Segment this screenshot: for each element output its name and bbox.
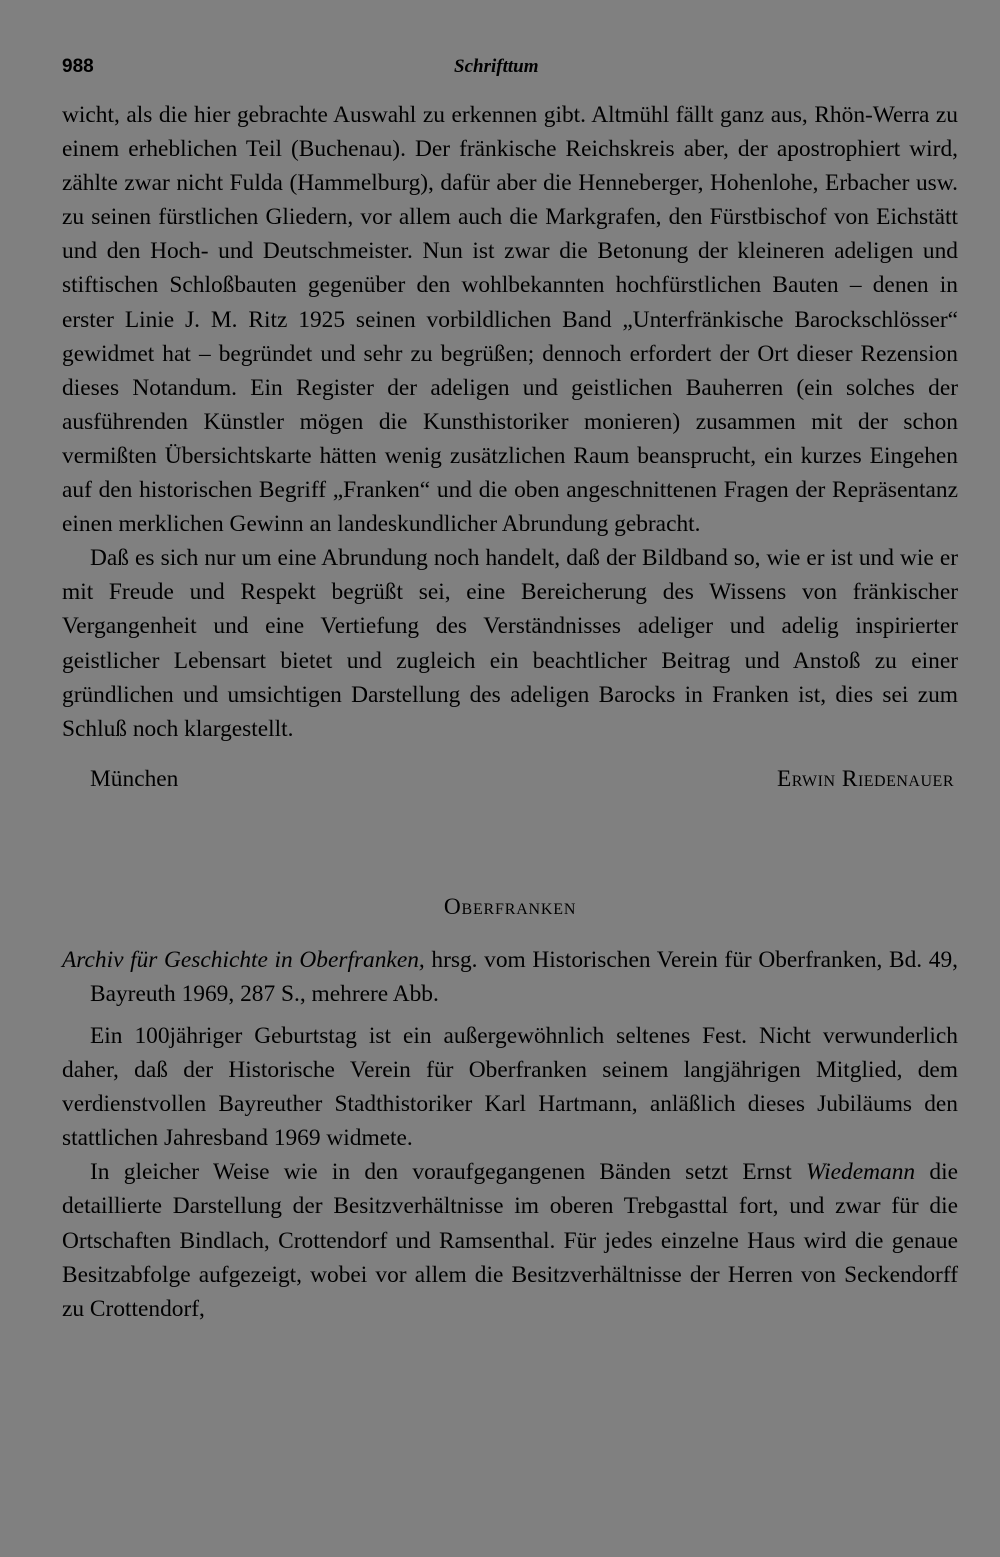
author-name: Wiedemann — [805, 1159, 916, 1186]
page-header — [62, 50, 958, 94]
paragraph: wicht, als die hier gebrachte Auswahl zu erkennen gibt. Altmühl fällt ganz aus, Rhön-Werra zu einem erheblichen Teil (Buchenau). Der fränkische Reichskreis aber, der apostrophiert wird, zählte zwar nicht Fulda (Hammelburg), dafür aber die Henneberger, Hohenlohe, Erbacher usw. zu seinen fürstlichen Gliedern, vor allem auch die Markgrafen, den Fürstbischof von Eichstätt und den Hoch- und Deutschmeister. Nun ist zwar die Betonung der kleineren adeligen und stiftischen Schloßbauten gegenüber den wohlbekannten hochfürstlichen Bauten – denen in erster Linie J. M. Ritz 1925 seinen vorbildlichen Band „Unterfränkische Barockschlösser“ gewidmet hat – begründet und sehr zu begrüßen; dennoch erfordert der Ort dieser Rezension dieses Notandum. Ein Register der adeligen und geistlichen Bauherren (ein solches der ausführenden Künstler mögen die Kunsthistoriker monieren) zusammen mit der schon vermißten Übersichtskarte hätten wenig zusätzlichen Raum beansprucht, ein kurzes Eingehen auf den historischen Begriff „Franken“ und die oben angeschnittenen Fragen der Repräsentanz einen merklichen Gewinn an landeskundlicher Abrundung gebracht. — [62, 102, 958, 538]
signature-place: München — [90, 765, 179, 792]
paragraph-text: die detaillierte Darstellung der Besitzverhältnisse im oberen Trebgasttal fort, und zwar für die Ortschaften Bindlach, Crottendorf und Ramsenthal. Für jedes einzelne Haus wird die genaue Besitzabfolge aufgezeigt, wobei vor allem die Besitzverhältnisse der Herren von Seckendorff zu Crottendorf, — [62, 1159, 958, 1322]
section-heading: Oberfranken — [443, 893, 577, 920]
book-page — [62, 50, 958, 1326]
running-title: Schrifttum — [454, 56, 539, 77]
signature-author: Erwin Riedenauer — [776, 765, 954, 792]
review-body — [62, 1019, 958, 1326]
paragraph — [62, 1155, 958, 1325]
citation-title: Archiv für Geschichte in Oberfranken, — [62, 946, 425, 973]
citation-details: hrsg. vom Historischen Verein für Oberfranken, Bd. 49, Bayreuth 1969, 287 S., mehrere Abb. — [90, 946, 958, 1007]
bibliographic-citation — [62, 943, 958, 1011]
paragraph: Daß es sich nur um eine Abrundung noch handelt, daß der Bildband so, wie er ist und wie er mit Freude und Respekt begrüßt sei, eine Bereicherung des Wissens von fränkischer Vergangenheit und eine Vertiefung des Verständnisses adeliger und adelig inspirierter geistlicher Lebensart bietet und zugleich ein beachtlicher Beitrag und Anstoß zu einer gründlichen und umsichtigen Darstellung des adeligen Barocks in Franken ist, dies sei zum Schluß noch klargestellt. — [62, 545, 958, 742]
page-number: 988 — [62, 56, 94, 77]
paragraph-text: In gleicher Weise wie in den voraufgegangenen Bänden setzt Ernst — [90, 1159, 806, 1186]
review-signature — [62, 766, 958, 810]
paragraph: Ein 100jähriger Geburtstag ist ein außergewöhnlich seltenes Fest. Nicht verwunderlich daher, daß der Historische Verein für Oberfranken seinem langjährigen Mitglied, dem verdienstvollen Bayreuther Stadthistoriker Karl Hartmann, anläßlich dieses Jubiläums den stattlichen Jahresband 1969 widmete. — [62, 1022, 958, 1152]
review-continuation — [62, 98, 958, 746]
